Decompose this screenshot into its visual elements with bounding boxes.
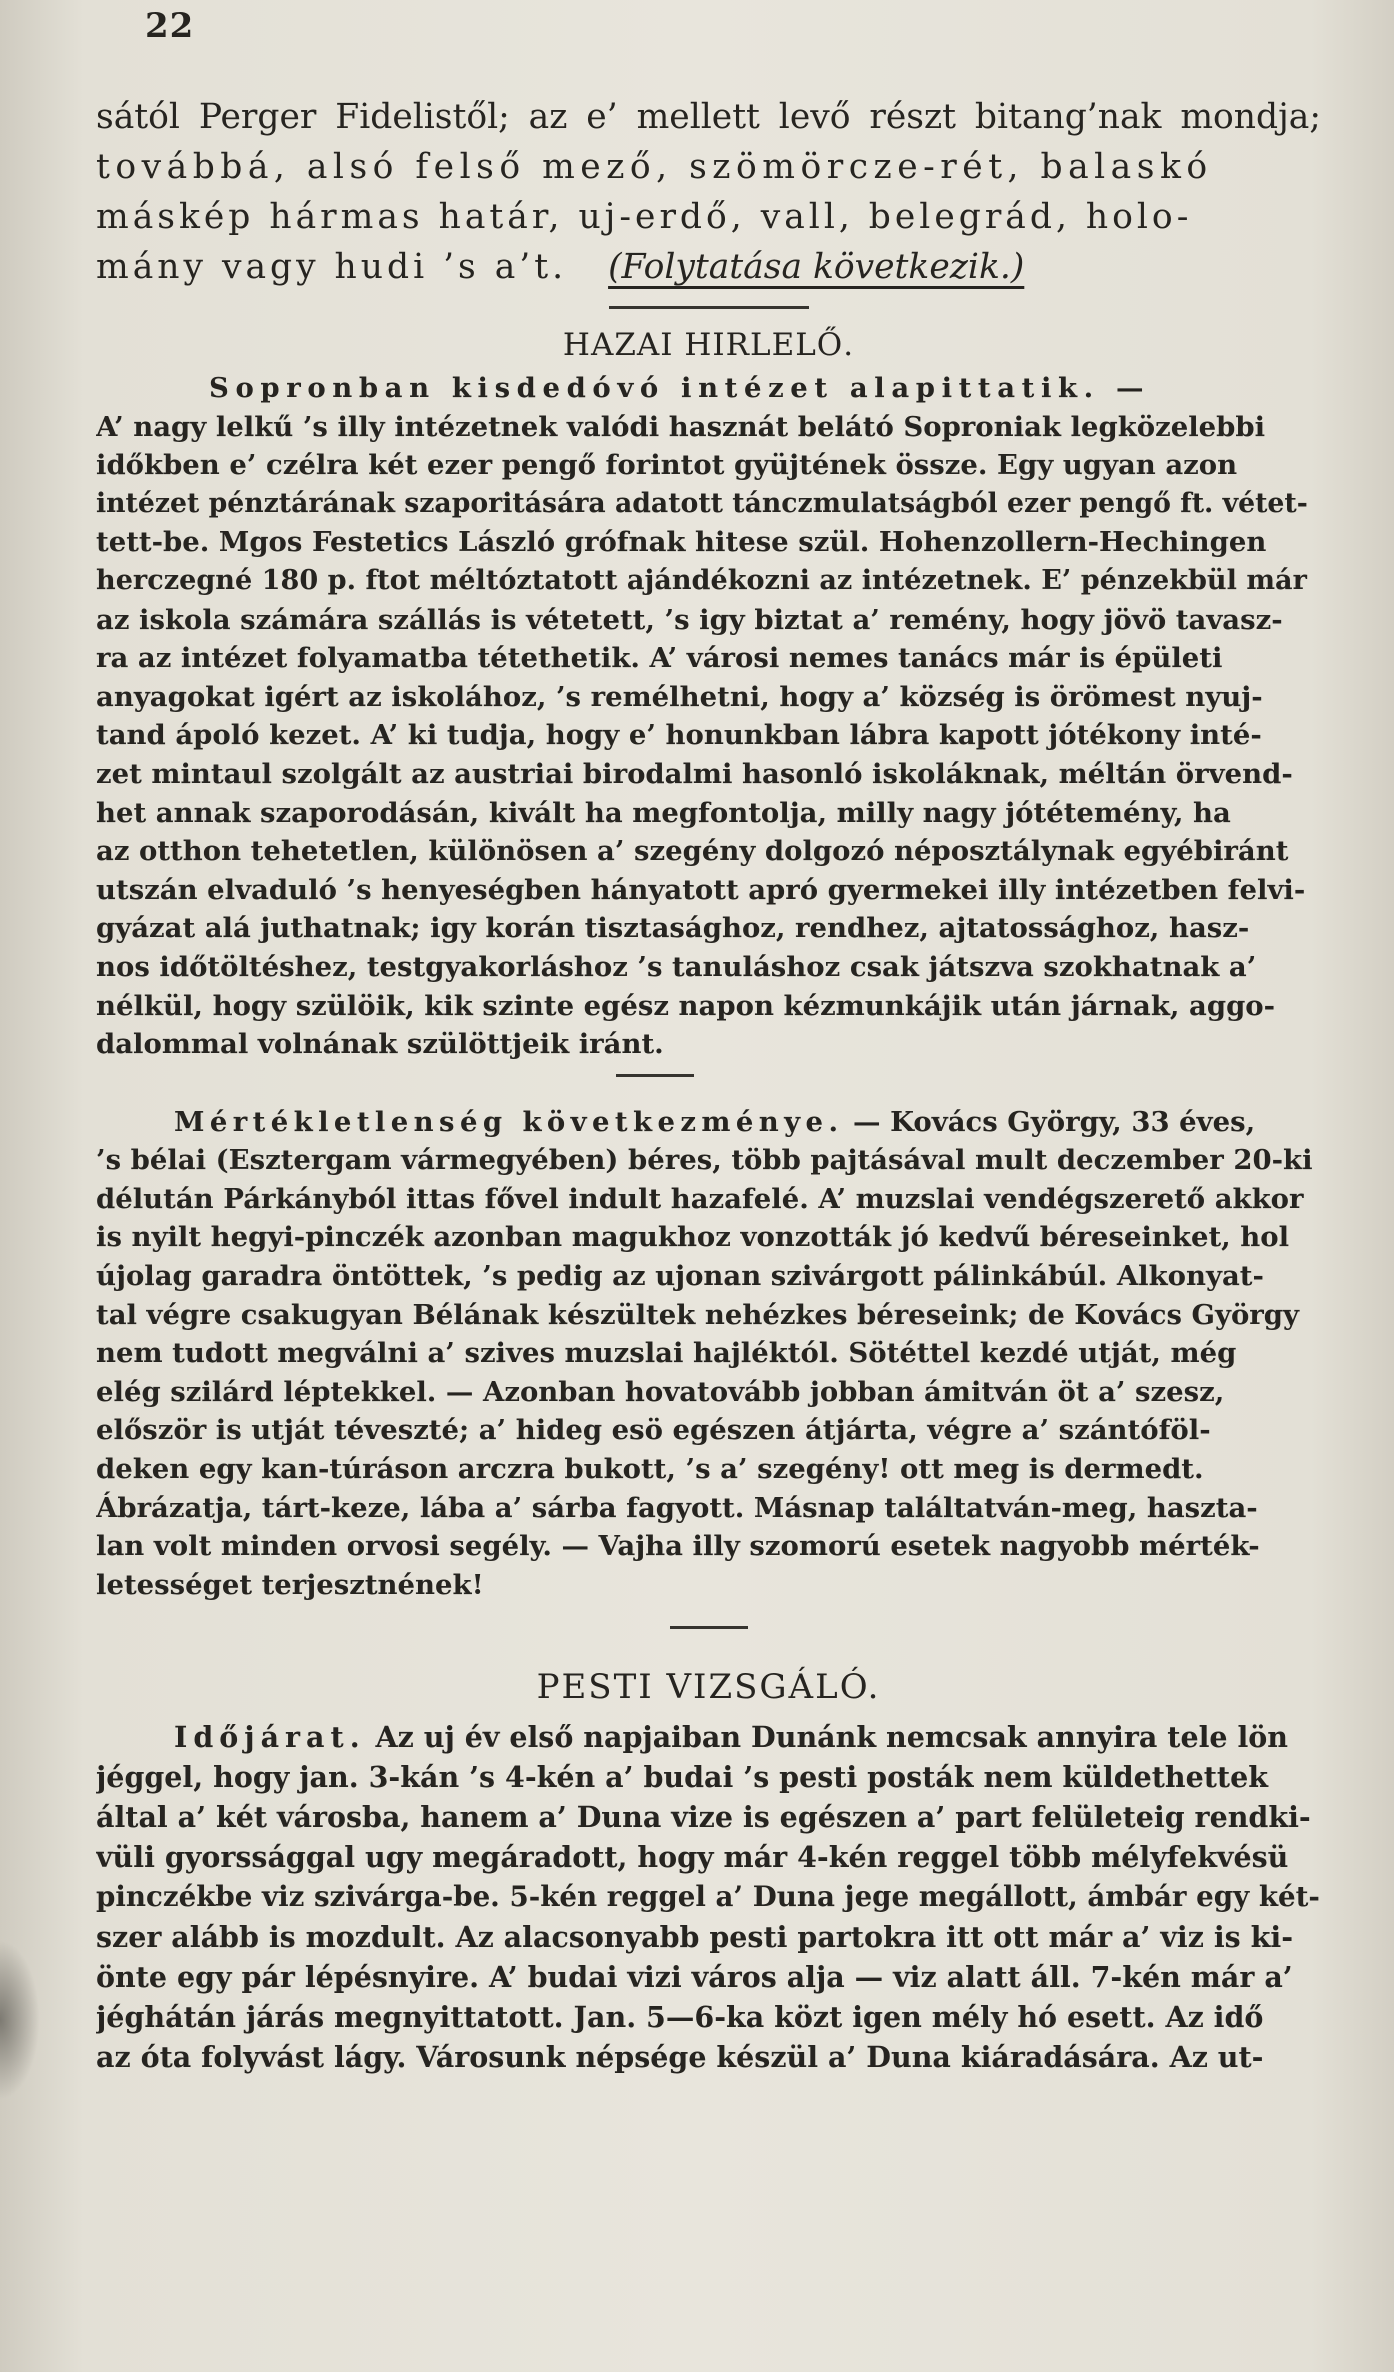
text-line: zet mintaul szolgált az austriai birodalmi hasonló iskoláknak, méltán örvend- [96,757,1293,790]
section-title-pesti-vizsgalo: PESTI VIZSGÁLÓ. [536,1667,881,1708]
text-line: deken egy kan-túráson arczra bukott, ’s a’ szegény! ott meg is dermedt. [96,1453,1204,1486]
article-lead: Időjárat. [174,1720,366,1755]
text-column [96,92,1321,2077]
text-fragment: Az uj év első napjaiban Dunánk nemcsak annyira tele lön [365,1720,1289,1755]
text-line: újolag garadra öntöttek, ’s pedig az ujonan szivárgott pálinkábúl. Alkonyat- [96,1260,1264,1293]
article-lead: Mértékletlenség következménye. [174,1105,844,1138]
text-line: által a’ két városba, hanem a’ Duna vize is egészen a’ part felületeig rendki- [96,1800,1311,1835]
text-line: jéggel, hogy jan. 3-kán ’s 4-kén a’ budai ’s pesti posták nem küldethettek [96,1760,1268,1795]
page-number: 22 [145,6,195,46]
text-line: az óta folyvást lágy. Városunk népsége készül a’ Duna kiáradására. Az ut- [96,2040,1264,2075]
spacer [96,1077,1321,1103]
text-line: dalommal volnának szülöttjeik iránt. [96,1028,664,1061]
text-line: utszán elvaduló ’s henyeségben hányatott apró gyermekei illy intézetben felvi- [96,873,1306,906]
text-line: Ábrázatja, tárt-keze, lába a’ sárba fagyott. Másnap találtatván-meg, haszta- [96,1491,1258,1524]
text-line: nélkül, hogy szülöik, kik szinte egész napon kézmunkájik után járnak, aggo- [96,989,1276,1022]
text-line: elég szilárd léptekkel. — Azonban hovatovább jobban ámitván öt a’ szesz, [96,1375,1225,1408]
section-title-hazai-hirlelo: HAZAI HIRLELŐ. [562,327,855,363]
divider-rule [670,1626,748,1629]
text-line: először is utját téveszté; a’ hideg esö egészen átjárta, végre a’ szántóföl- [96,1414,1211,1447]
text-line: máskép hármas határ, uj-erdő, vall, belegrád, holo- [96,197,1193,237]
text-line: délután Párkányból ittas fővel indult hazafelé. A’ muzslai vendégszerető akkor [96,1182,1304,1215]
text-line: szer alább is mozdult. Az alacsonyabb pesti partokra itt ott már a’ viz is ki- [96,1920,1294,1955]
text-line: intézet pénztárának szaporitására adatott tánczmulatságból ezer pengő ft. vétet- [96,487,1308,519]
text-line: vüli gyorssággal ugy megáradott, hogy már 4-kén reggel több mélyfekvésü [96,1840,1289,1875]
continuation-note: (Folytatása következik.) [608,247,1025,287]
text-line: tal végre csakugyan Bélának készültek nehézkes béreseink; de Kovács György [96,1298,1300,1331]
text-line: is nyilt hegyi-pinczék azonban magukhoz vonzották jó kedvű béreseinket, hol [96,1221,1290,1254]
text-line: A’ nagy lelkű ’s illy intézetnek valódi hasznát belátó Soproniak legközelebbi [96,410,1266,443]
text-line: herczegné 180 p. ftot méltóztatott ajándékozni az intézetnek. E’ pénzekbül már [96,564,1307,596]
text-line: ’s bélai (Esztergam vármegyében) béres, több pajtásával mult deczember 20-ki [96,1144,1313,1177]
text-fragment: — Kovács György, 33 éves, [843,1105,1256,1138]
text-line: az otthon tehetetlen, különösen a’ szegény dolgozó néposztálynak egyébiránt [96,835,1289,868]
divider-rule [609,306,809,309]
text-line: tett-be. Mgos Festetics László grófnak hitese szül. Hohenzollern-Hechingen [96,526,1267,559]
text-line: nos időtöltéshez, testgyakorláshoz ’s tanuláshoz csak játszva szokhatnak a’ [96,950,1257,983]
paper-stain [0,1940,40,2100]
text-line: anyagokat igért az iskolához, ’s remélhetni, hogy a’ község is örömest nyuj- [96,680,1263,713]
text-fragment: mány vagy hudi ’s a’t. [96,247,568,287]
article-idojarat [96,1717,1321,2077]
text-line: sától Perger Fidelistől; az e’ mellett levő részt bitang’nak mondja; [96,97,1321,137]
article-mertekletlenseg [96,1103,1321,1605]
text-line: letességet terjesztnének! [96,1568,484,1601]
article-kisdedovo [96,369,1321,1064]
text-line [96,242,1321,292]
text-line: az iskola számára szállás is vétetett, ’s igy biztat a’ remény, hogy jövö tavasz- [96,603,1283,636]
text-line: gyázat alá juthatnak; igy korán tisztasághoz, rendhez, ajtatossághoz, hasz- [96,912,1250,945]
text-line: önte egy pár lépésnyire. A’ budai vizi város alja — viz alatt áll. 7-kén már a’ [96,1960,1293,1995]
text-line: továbbá, alsó felső mező, szömörcze-rét, balaskó [96,147,1213,187]
text-line: időkben e’ czélra két ezer pengő forintot gyüjtének össze. Egy ugyan azon [96,449,1238,482]
article-lead: Sopronban kisdedóvó intézet alapittatik. — [209,372,1151,404]
text-line: tand ápoló kezet. A’ ki tudja, hogy e’ honunkban lábra kapott jótékony inté- [96,719,1262,752]
continuation-paragraph [96,92,1321,292]
text-line: pinczékbe viz szivárga-be. 5-kén reggel a’ Duna jege megállott, ámbár egy két- [96,1880,1320,1914]
text-line: ra az intézet folyamatba tétethetik. A’ városi nemes tanács már is épületi [96,642,1223,675]
article-lead-line [96,1103,1321,1142]
text-line: lan volt minden orvosi segély. — Vajha illy szomorú esetek nagyobb mérték- [96,1530,1260,1563]
text-line: het annak szaporodásán, kivált ha megfontolja, milly nagy jótétemény, ha [96,796,1231,829]
article-lead-line [96,1717,1321,1757]
article-lead-line [96,369,1321,408]
text-line: nem tudott megválni a’ szives muzslai hajléktól. Sötéttel kezdé utját, még [96,1337,1237,1370]
text-line: jéghátán járás megnyittatott. Jan. 5—6-ka közt igen mély hó esett. Az idő [96,2000,1264,2035]
